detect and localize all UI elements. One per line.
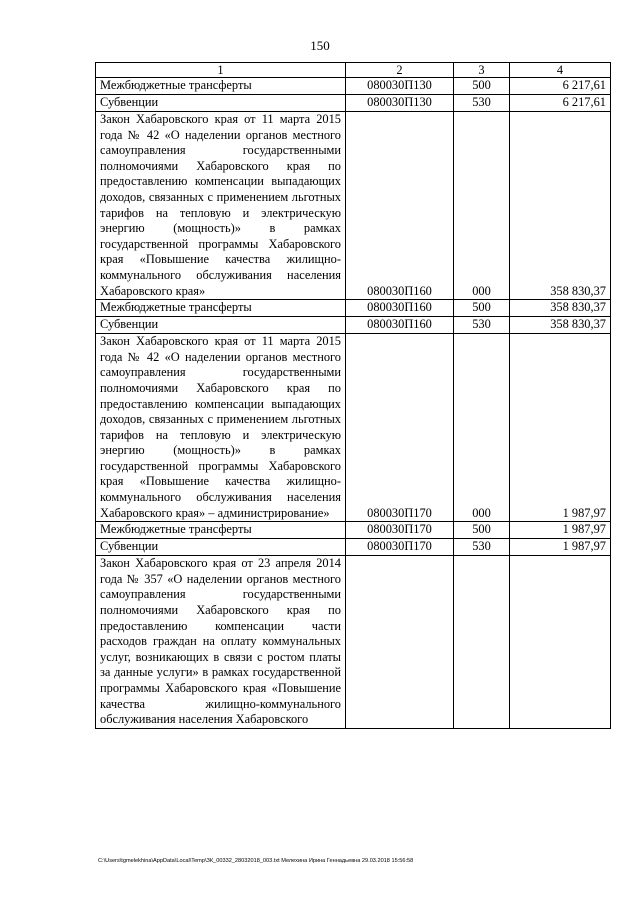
row-description: Межбюджетные трансферты (96, 78, 346, 95)
row-amount: 358 830,37 (510, 300, 611, 317)
row-amount (510, 556, 611, 729)
row-expense-type (454, 556, 510, 729)
col-header-4: 4 (510, 63, 611, 78)
row-description: Закон Хабаровского края от 11 марта 2015 года № 42 «О наделении органов местного самоуправления государственными полномочиями Хабаровского края по предоставлению компенсации выпадающих доходов, связанных с применением льготных тарифов на тепловую и электрическую энергию (мощность)» в рамках государственной программы Хабаровского края «Повышение качества жилищно-коммунального обслуживания населения Хабаровского края» (96, 112, 346, 300)
table-row (96, 539, 611, 556)
row-description: Субвенции (96, 317, 346, 334)
row-amount: 6 217,61 (510, 78, 611, 95)
row-code: 080030П170 (346, 539, 454, 556)
row-amount: 6 217,61 (510, 95, 611, 112)
row-description: Субвенции (96, 95, 346, 112)
table-row (96, 95, 611, 112)
row-amount: 1 987,97 (510, 334, 611, 522)
row-amount: 358 830,37 (510, 317, 611, 334)
budget-table (95, 62, 611, 729)
row-expense-type: 530 (454, 317, 510, 334)
table-row (96, 317, 611, 334)
table-row (96, 334, 611, 522)
row-code: 080030П130 (346, 78, 454, 95)
row-description: Межбюджетные трансферты (96, 522, 346, 539)
row-code: 080030П160 (346, 112, 454, 300)
col-header-1: 1 (96, 63, 346, 78)
table-row (96, 300, 611, 317)
table-row (96, 556, 611, 729)
row-code: 080030П170 (346, 522, 454, 539)
row-amount: 1 987,97 (510, 539, 611, 556)
row-description: Субвенции (96, 539, 346, 556)
row-amount: 358 830,37 (510, 112, 611, 300)
col-header-2: 2 (346, 63, 454, 78)
row-expense-type: 500 (454, 78, 510, 95)
row-expense-type: 530 (454, 539, 510, 556)
row-code: 080030П130 (346, 95, 454, 112)
row-description: Закон Хабаровского края от 11 марта 2015 года № 42 «О наделении органов местного самоуправления государственными полномочиями Хабаровского края по предоставлению компенсации выпадающих доходов, связанных с применением льготных тарифов на тепловую и электрическую энергию (мощность)» в рамках государственной программы Хабаровского края «Повышение качества жилищно-коммунального обслуживания населения Хабаровского края» – администрирование» (96, 334, 346, 522)
row-code: 080030П170 (346, 334, 454, 522)
row-expense-type: 500 (454, 300, 510, 317)
row-description: Межбюджетные трансферты (96, 300, 346, 317)
row-code: 080030П160 (346, 300, 454, 317)
row-expense-type: 500 (454, 522, 510, 539)
col-header-3: 3 (454, 63, 510, 78)
row-code: 080030П160 (346, 317, 454, 334)
row-expense-type: 000 (454, 334, 510, 522)
file-path-footer: C:\Users\tgmelekhina\AppData\Local\Temp\ЗК_00332_28032018_003.txt Мелехина Ирина Геннадьевна 29.03.2018 15:56:58 (98, 858, 414, 864)
table-row (96, 78, 611, 95)
row-description: Закон Хабаровского края от 23 апреля 2014 года № 357 «О наделении органов местного самоуправления государственными полномочиями Хабаровского края по предоставлению компенсации части расходов граждан на оплату коммунальных услуг, возникающих в связи с ростом платы за данные услуги» в рамках государственной программы Хабаровского края «Повышение качества жилищно-коммунального обслуживания населения Хабаровского (96, 556, 346, 729)
header-row (96, 63, 611, 78)
row-expense-type: 530 (454, 95, 510, 112)
table-row (96, 112, 611, 300)
page-number: 150 (310, 38, 330, 53)
row-amount: 1 987,97 (510, 522, 611, 539)
row-code (346, 556, 454, 729)
table-row (96, 522, 611, 539)
row-expense-type: 000 (454, 112, 510, 300)
